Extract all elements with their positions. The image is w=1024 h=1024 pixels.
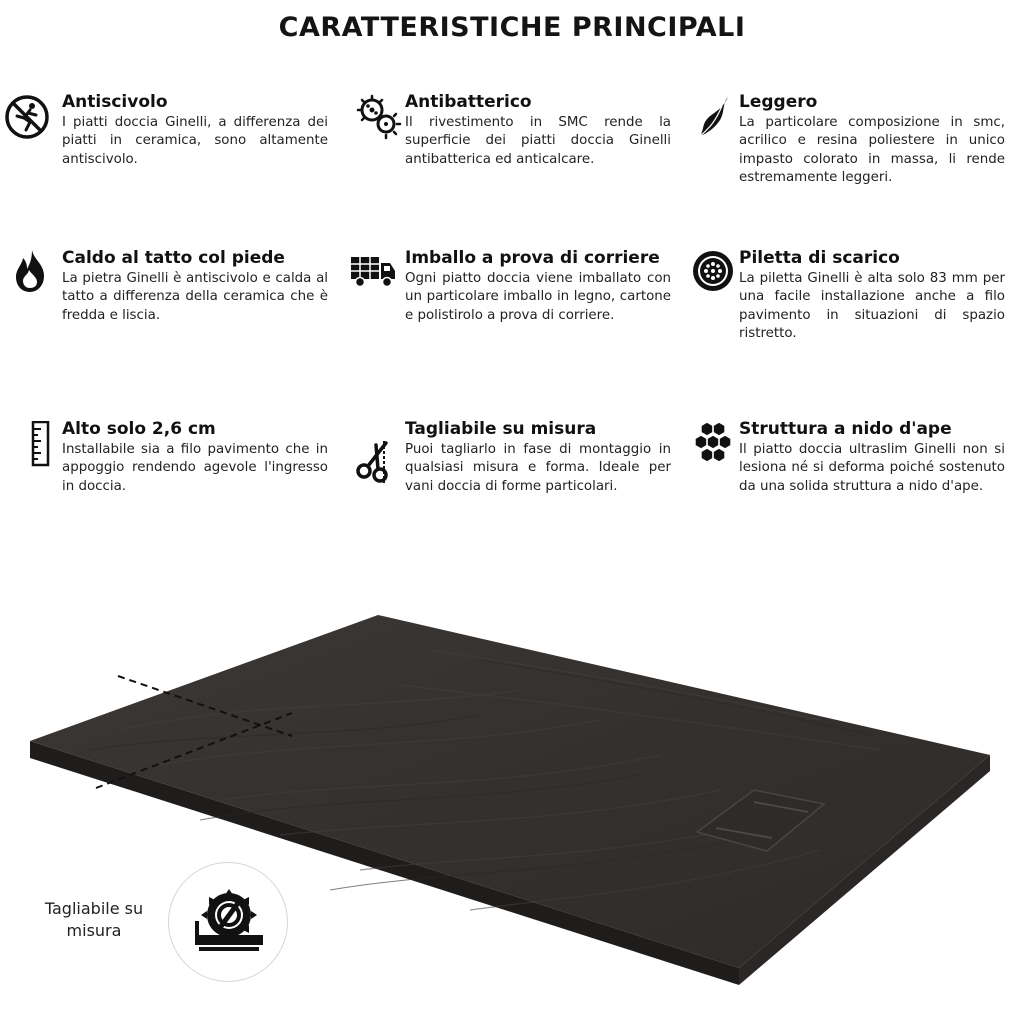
- drain-icon: [690, 248, 736, 294]
- feature-antibatterico: [350, 92, 680, 182]
- feature-text: La pietra Ginelli è antiscivolo e calda al tatto a differenza della ceramica che è fredda e liscia.: [62, 271, 328, 323]
- scissors-icon: [354, 439, 400, 485]
- feature-title: Alto solo 2,6 cm: [62, 419, 216, 439]
- shower-tray-image: [0, 590, 1024, 1024]
- feature-struttura: [690, 419, 1020, 519]
- feature-icon: [692, 94, 738, 140]
- delivery-truck-icon: [350, 248, 396, 294]
- tray-caption: Tagliabile su misura: [44, 899, 144, 940]
- feature-text: Ogni piatto doccia viene imballato con un particolare imballo in legno, cartone e polistirolo a prova di corriere.: [405, 271, 671, 323]
- feature-text: Il piatto doccia ultraslim Ginelli non si lesiona né si deforma poiché sostenuto da una solida struttura a nido d'ape.: [739, 442, 1005, 494]
- feature-title: Leggero: [739, 92, 818, 112]
- feature-imballo: [350, 248, 680, 348]
- feature-title: Struttura a nido d'ape: [739, 419, 952, 439]
- honeycomb-icon: [690, 419, 736, 465]
- feature-tagliabile: [350, 419, 680, 519]
- feature-title: Caldo al tatto col piede: [62, 248, 285, 268]
- feature-piletta: [690, 248, 1020, 348]
- feature-text: I piatti doccia Ginelli, a differenza dei piatti in ceramica, sono altamente antiscivolo.: [62, 115, 328, 167]
- feature-title: Piletta di scarico: [739, 248, 900, 268]
- feature-title: Tagliabile su misura: [405, 419, 597, 439]
- bacteria-icon: [356, 94, 402, 140]
- flame-icon: [8, 248, 54, 294]
- feature-title: Antibatterico: [405, 92, 532, 112]
- feature-text: Installabile sia a filo pavimento che in appoggio rendendo agevole l'ingresso in doccia.: [62, 442, 328, 494]
- page-title: CARATTERISTICHE PRINCIPALI: [278, 12, 746, 43]
- feature-leggero: [690, 92, 1020, 212]
- feature-antiscivolo: [0, 92, 340, 182]
- feature-text: Il rivestimento in SMC rende la superficie dei piatti doccia Ginelli antibatterica ed anticalcare.: [405, 115, 671, 167]
- no-slip-icon: [4, 94, 50, 140]
- feature-title: Imballo a prova di corriere: [405, 248, 660, 268]
- ruler-icon: [18, 421, 64, 467]
- badge: [168, 862, 288, 982]
- feature-alto: [0, 419, 340, 509]
- feature-text: La piletta Ginelli è alta solo 83 mm per una facile installazione anche a filo pavimento in situazioni di spazio ristretto.: [739, 271, 1005, 342]
- feature-text: La particolare composizione in smc, acrilico e resina poliestere in unico impasto colorato in massa, li rende estremamente leggeri.: [739, 115, 1005, 186]
- feature-title: Antiscivolo: [62, 92, 168, 112]
- feature-text: Puoi tagliarlo in fase di montaggio in qualsiasi misura e forma. Ideale per vani doccia di forme particolari.: [405, 442, 671, 494]
- saw-blade-icon: [191, 885, 265, 959]
- feature-caldo: [0, 248, 340, 338]
